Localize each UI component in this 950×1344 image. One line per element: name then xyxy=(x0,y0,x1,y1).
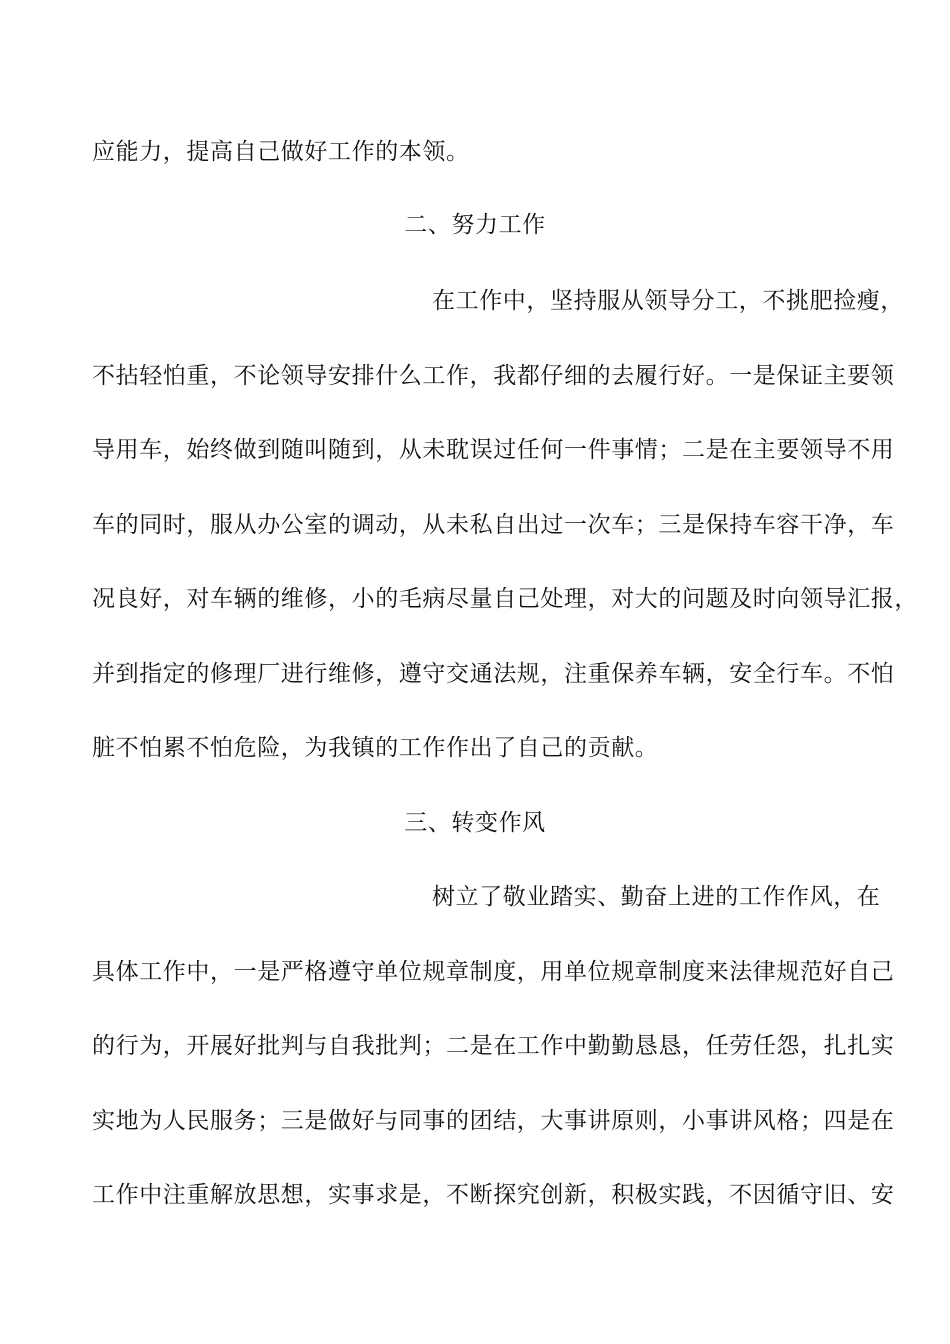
paragraph-line: 在工作中，坚持服从领导分工，不挑肥捡瘦， xyxy=(432,288,904,314)
paragraph-line: 树立了敬业踏实、勤奋上进的工作作风，在 xyxy=(432,884,881,910)
paragraph-line: 车的同时，服从办公室的调动，从未私自出过一次车；三是保持车容干净，车 xyxy=(92,512,895,538)
paragraph-line: 实地为人民服务；三是做好与同事的团结，大事讲原则，小事讲风格；四是在 xyxy=(92,1108,895,1134)
paragraph-line: 工作中注重解放思想，实事求是，不断探究创新，积极实践，不因循守旧、安 xyxy=(92,1182,895,1208)
section-heading-2: 二、努力工作 xyxy=(404,212,546,238)
paragraph-line: 具体工作中，一是严格遵守单位规章制度，用单位规章制度来法律规范好自己 xyxy=(92,959,895,985)
paragraph-line: 况良好，对车辆的维修，小的毛病尽量自己处理，对大的问题及时向领导汇报， xyxy=(92,586,918,612)
section-heading-3: 三、转变作风 xyxy=(404,810,546,836)
paragraph-line: 不拈轻怕重，不论领导安排什么工作，我都仔细的去履行好。一是保证主要领 xyxy=(92,363,895,389)
paragraph-line: 的行为，开展好批判与自我批判；二是在工作中勤勤恳恳，任劳任怨，扎扎实 xyxy=(92,1033,895,1059)
paragraph-line: 导用车，始终做到随叫随到，从未耽误过任何一件事情；二是在主要领导不用 xyxy=(92,437,895,463)
paragraph-line: 脏不怕累不怕危险，为我镇的工作作出了自己的贡献。 xyxy=(92,735,659,761)
paragraph-line: 应能力，提高自己做好工作的本领。 xyxy=(92,139,470,165)
paragraph-line: 并到指定的修理厂进行维修，遵守交通法规，注重保养车辆，安全行车。不怕 xyxy=(92,661,895,687)
